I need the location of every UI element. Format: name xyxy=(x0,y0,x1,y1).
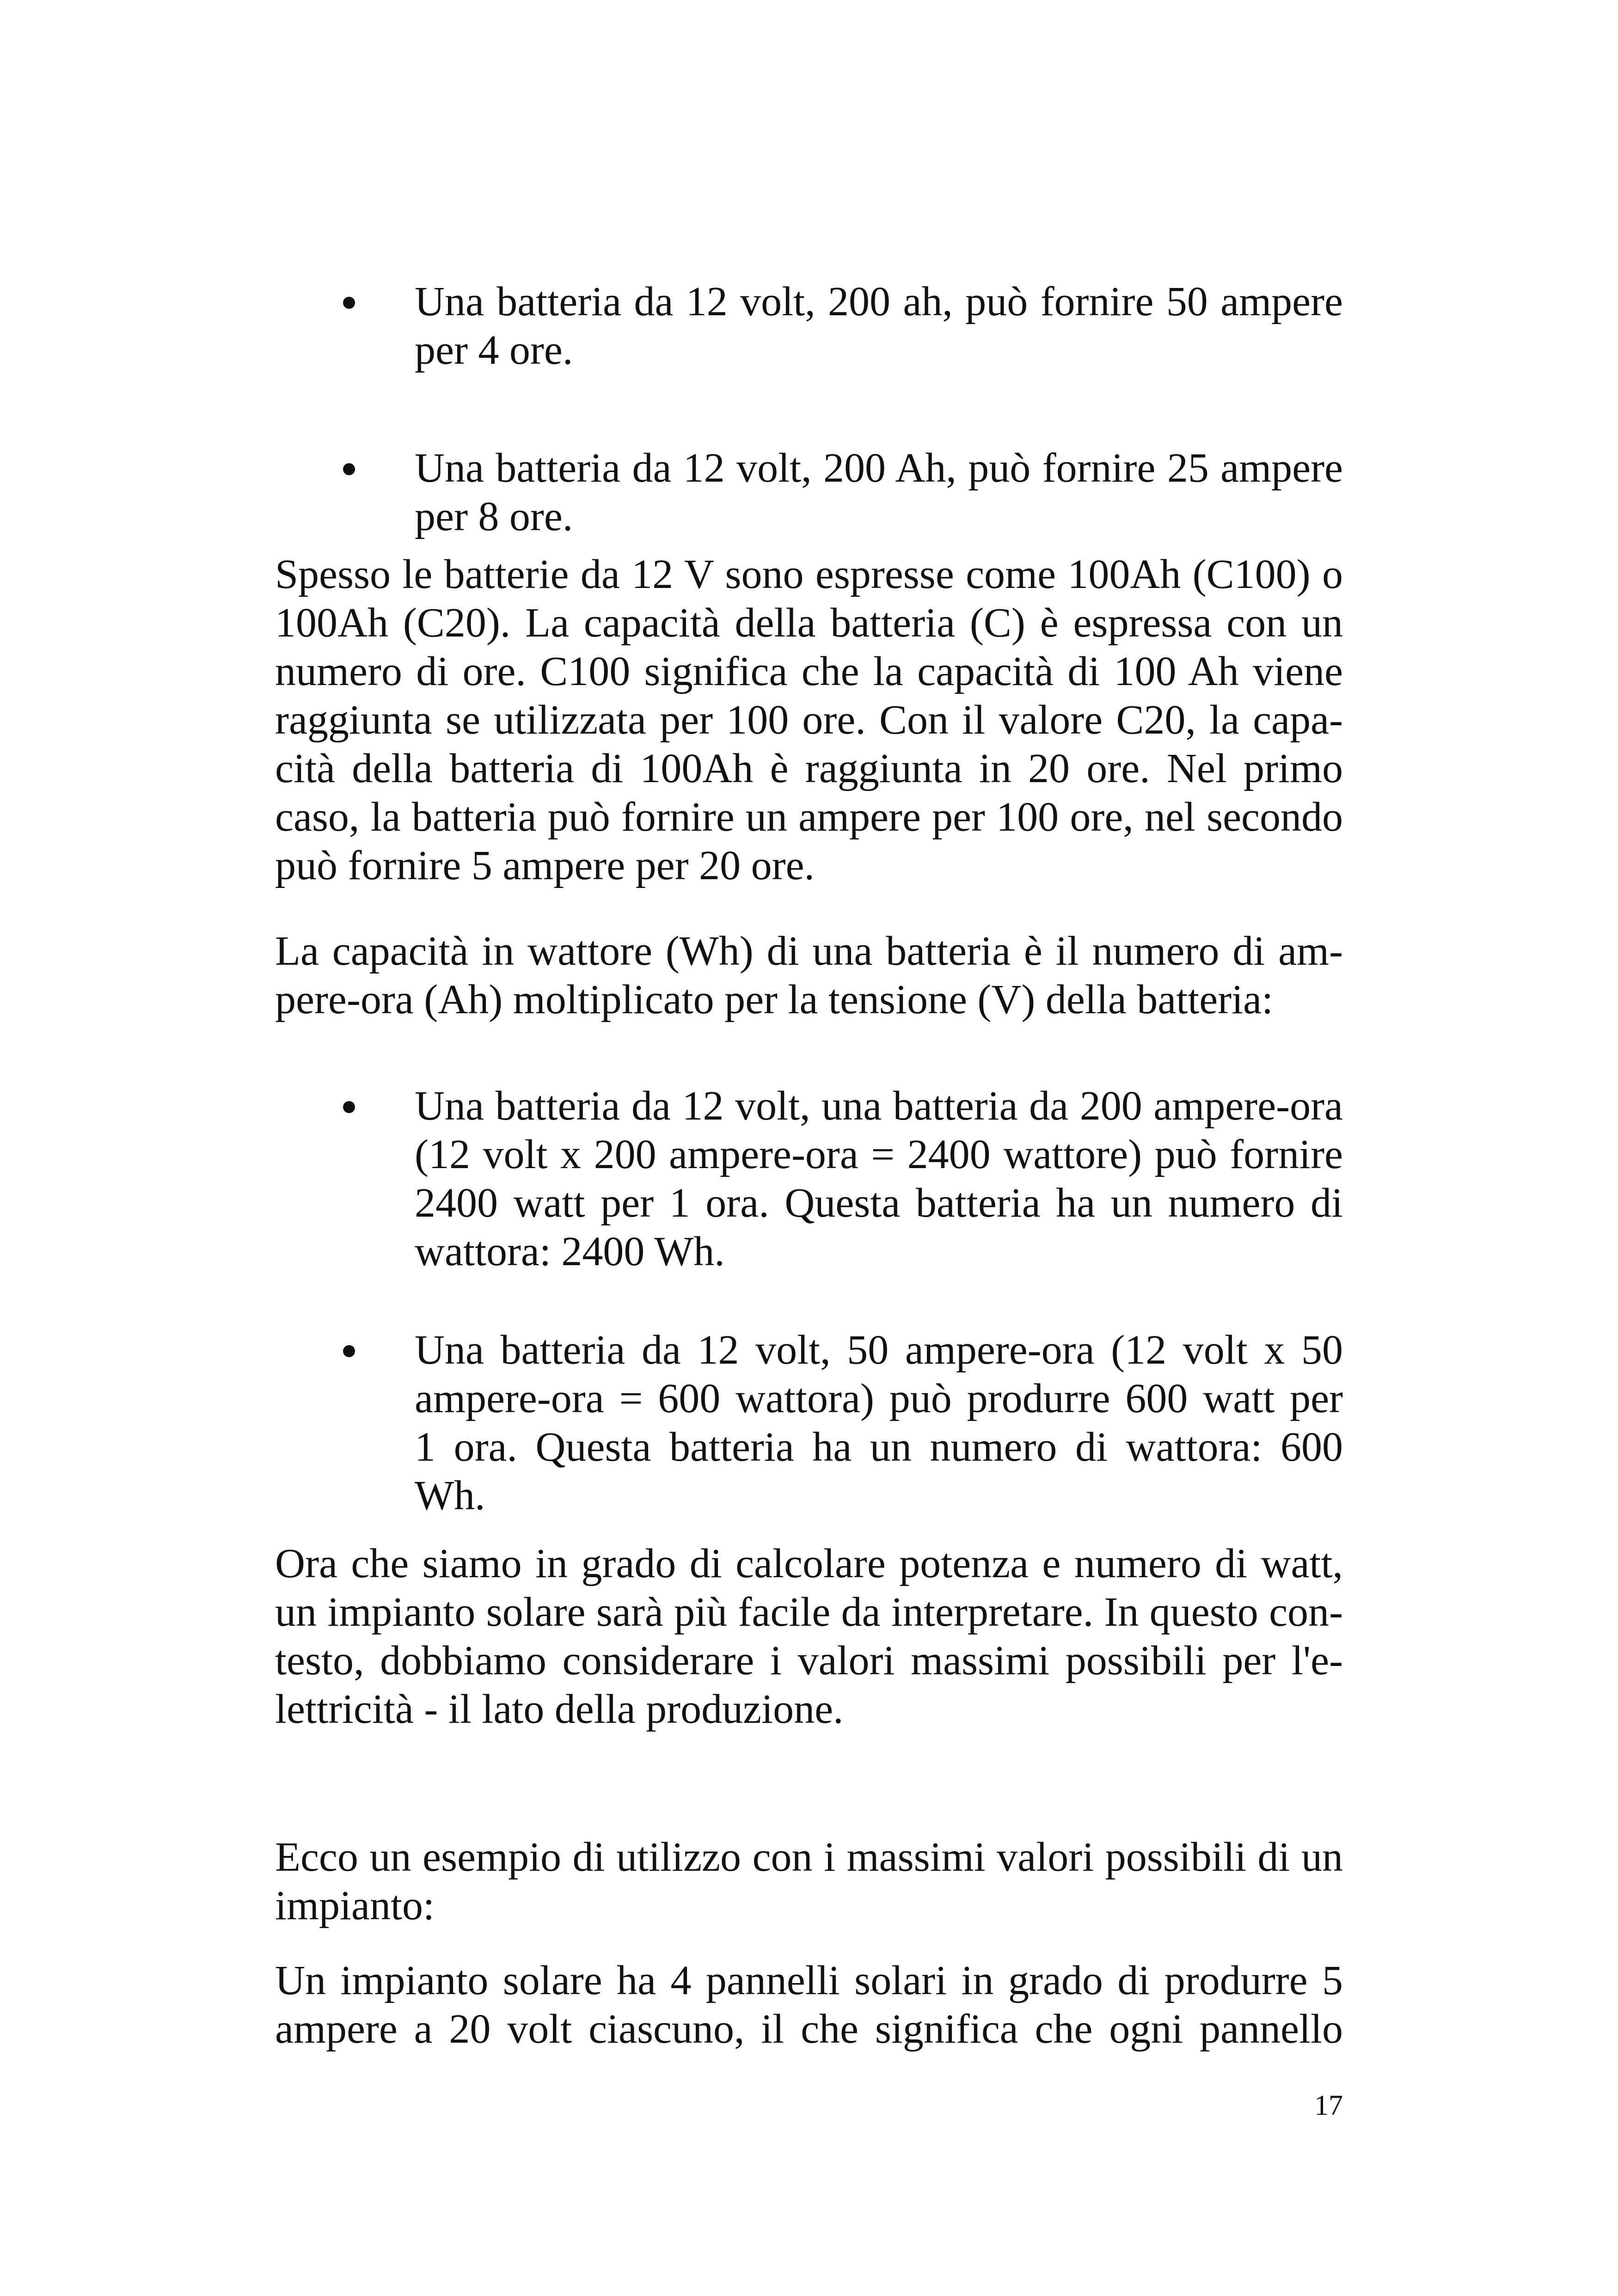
text-line: (12 volt x 200 ampere-ora = 2400 wattore) può fornire xyxy=(415,1132,1343,1177)
text-line: ampere a 20 volt ciascuno, il che significa che ogni pannello xyxy=(275,2006,1343,2052)
text-line: pere-ora (Ah) moltiplicato per la tensione (V) della batteria: xyxy=(275,977,1274,1022)
text-line: wattora: 2400 Wh. xyxy=(415,1229,725,1274)
text-line: raggiunta se utilizzata per 100 ore. Con il valore C20, la capa- xyxy=(275,697,1343,743)
page-number: 17 xyxy=(1314,2090,1343,2121)
text-line: ampere-ora = 600 wattora) può produrre 600 watt per xyxy=(415,1376,1343,1421)
text-line: impianto: xyxy=(275,1883,435,1929)
text-line: per 4 ore. xyxy=(415,327,573,373)
text-line: numero di ore. C100 significa che la capacità di 100 Ah viene xyxy=(275,649,1343,694)
bullet-icon xyxy=(343,463,355,475)
text-line: La capacità in wattore (Wh) di una batteria è il numero di am- xyxy=(275,928,1343,974)
paragraph xyxy=(275,550,1343,890)
text-line: per 8 ore. xyxy=(415,494,573,539)
text-line: 2400 watt per 1 ora. Questa batteria ha un numero di xyxy=(415,1180,1343,1226)
bullet-item xyxy=(415,1082,1343,1276)
text-line: Ecco un esempio di utilizzo con i massimi valori possibili di un xyxy=(275,1834,1343,1880)
text-line: Una batteria da 12 volt, 200 Ah, può fornire 25 ampere xyxy=(415,445,1343,491)
text-line: Una batteria da 12 volt, 50 ampere-ora (12 volt x 50 xyxy=(415,1327,1343,1373)
text-line: Una batteria da 12 volt, 200 ah, può fornire 50 ampere xyxy=(415,279,1343,325)
bullet-item xyxy=(415,444,1343,541)
text-line: 1 ora. Questa batteria ha un numero di wattora: 600 xyxy=(415,1424,1343,1470)
paragraph xyxy=(275,1833,1343,1930)
bullet-icon xyxy=(343,297,355,309)
text-line: cità della batteria di 100Ah è raggiunta in 20 ore. Nel primo xyxy=(275,746,1343,791)
text-line: Wh. xyxy=(415,1473,485,1518)
bullet-item xyxy=(415,1326,1343,1520)
bullet-icon xyxy=(343,1345,355,1357)
text-line: Ora che siamo in grado di calcolare potenza e numero di watt, xyxy=(275,1541,1343,1586)
paragraph xyxy=(275,1539,1343,1733)
text-line: un impianto solare sarà più facile da interpretare. In questo con- xyxy=(275,1589,1343,1635)
text-line: caso, la batteria può fornire un ampere per 100 ore, nel secondo xyxy=(275,794,1343,840)
bullet-item xyxy=(415,277,1343,374)
text-line: Una batteria da 12 volt, una batteria da 200 ampere-ora xyxy=(415,1083,1343,1129)
bullet-icon xyxy=(343,1101,355,1113)
paragraph xyxy=(275,927,1343,1024)
text-line: lettricità - il lato della produzione. xyxy=(275,1686,844,1732)
text-line: Spesso le batterie da 12 V sono espresse come 100Ah (C100) o xyxy=(275,551,1343,597)
text-line: testo, dobbiamo considerare i valori massimi possibili per l'e- xyxy=(275,1638,1343,1684)
text-line: può fornire 5 ampere per 20 ore. xyxy=(275,843,815,888)
text-line: 100Ah (C20). La capacità della batteria (C) è espressa con un xyxy=(275,600,1343,646)
text-line: Un impianto solare ha 4 pannelli solari in grado di produrre 5 xyxy=(275,1958,1343,2003)
paragraph xyxy=(275,1956,1343,2053)
